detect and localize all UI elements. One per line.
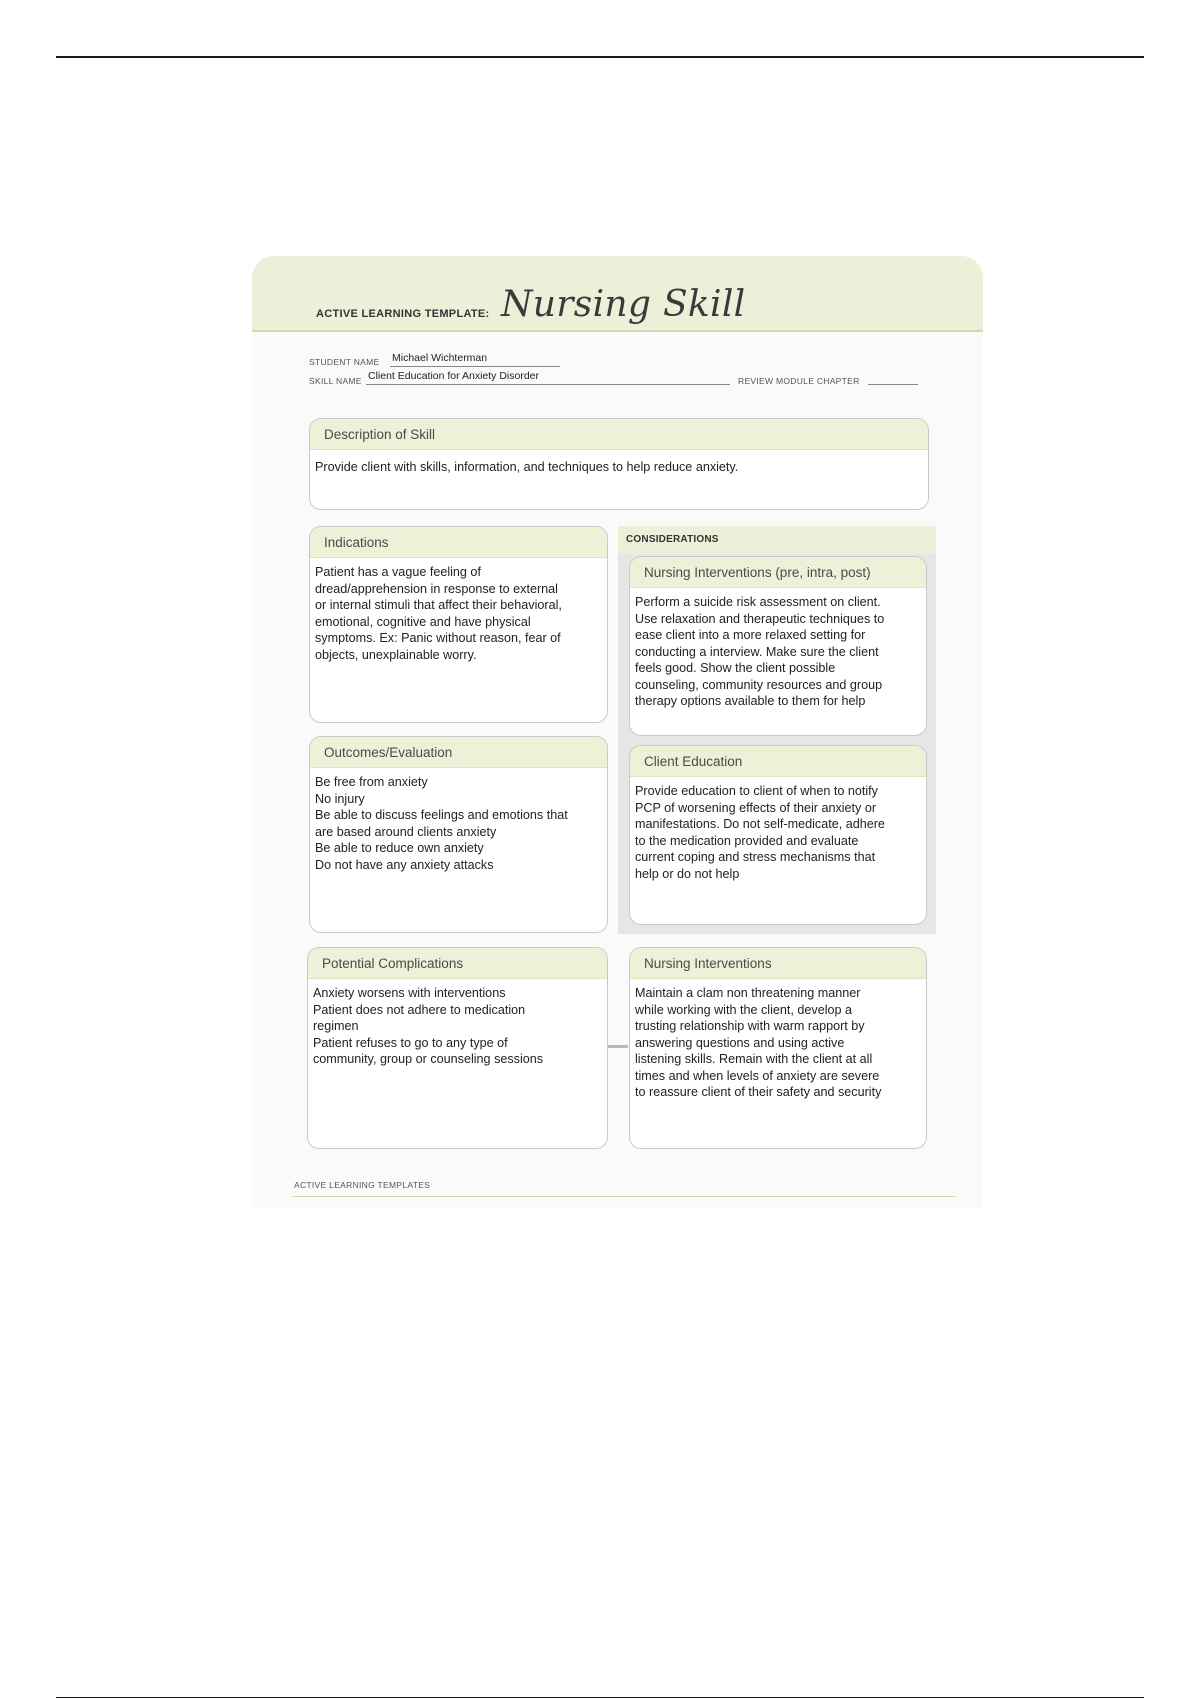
nursing-interventions-pre-intra-post-heading: Nursing Interventions (pre, intra, post) [630, 557, 926, 588]
indications-box [309, 526, 608, 723]
complications-line: Anxiety worsens with interventions [313, 986, 506, 1000]
complications-heading: Potential Complications [308, 948, 607, 979]
nursing-skill-template [252, 256, 983, 1209]
complications-box [307, 947, 608, 1149]
complications-line: Patient refuses to go to any type of [313, 1035, 508, 1050]
footer-rule [292, 1196, 956, 1197]
nursing-interventions-box [629, 947, 927, 1149]
complications-line: Patient does not adhere to medication [313, 1002, 526, 1017]
top-rule [56, 56, 1144, 58]
nursing-interventions-line: while working with the client, develop a [635, 1002, 853, 1017]
indications-line: or internal stimuli that affect their behavioral, [315, 598, 562, 612]
nursing-interventions-line: trusting relationship with warm rapport by [635, 1019, 865, 1033]
client-education-line: help or do not help [635, 866, 740, 881]
outcomes-line: Be able to discuss feelings and emotions that [315, 808, 568, 822]
indications-line: objects, unexplainable worry. [315, 647, 477, 662]
client-education-line: manifestations. Do not self-medicate, adhere [635, 817, 885, 831]
outcomes-line: Be able to reduce own anxiety [315, 841, 484, 855]
outcomes-heading: Outcomes/Evaluation [310, 737, 607, 768]
outcomes-line: Be free from anxiety [315, 775, 428, 789]
boxes-connector [606, 1045, 628, 1048]
footer-label: ACTIVE LEARNING TEMPLATES [294, 1180, 431, 1190]
template-header [252, 256, 983, 332]
bottom-rule [56, 1697, 1144, 1698]
indications-line: Patient has a vague feeling of [315, 565, 481, 579]
nursing-interventions-pip-line: ease client into a more relaxed setting for [635, 628, 866, 642]
client-education-heading: Client Education [630, 746, 926, 777]
description-text: Provide client with skills, information, and techniques to help reduce anxiety. [315, 460, 739, 474]
template-label: ACTIVE LEARNING TEMPLATE: [316, 308, 490, 320]
nursing-interventions-pip-line: Perform a suicide risk assessment on client. [635, 595, 881, 609]
nursing-interventions-pip-line: Use relaxation and therapeutic techniques to [635, 611, 885, 626]
nursing-interventions-heading: Nursing Interventions [630, 948, 926, 979]
complications-line: regimen [313, 1019, 359, 1033]
outcomes-line: Do not have any anxiety attacks [315, 857, 494, 872]
skill-name-label: SKILL NAME [309, 376, 362, 386]
skill-name-line [366, 384, 730, 385]
nursing-interventions-pip-line: therapy options available to them for help [635, 694, 866, 708]
outcomes-box [309, 736, 608, 933]
skill-name-value: Client Education for Anxiety Disorder [368, 370, 539, 382]
description-box [309, 418, 929, 510]
indications-line: dread/apprehension in response to external [315, 581, 558, 596]
nursing-interventions-pip-line: conducting a interview. Make sure the client [635, 644, 879, 659]
nursing-interventions-line: Maintain a clam non threatening manner [635, 986, 861, 1000]
client-education-line: to the medication provided and evaluate [635, 833, 859, 848]
considerations-label: CONSIDERATIONS [626, 534, 719, 545]
outcomes-line: are based around clients anxiety [315, 824, 497, 839]
nursing-interventions-line: to reassure client of their safety and security [635, 1085, 882, 1099]
indications-line: emotional, cognitive and have physical [315, 614, 531, 629]
outcomes-line: No injury [315, 791, 365, 806]
client-education-box [629, 745, 927, 925]
review-module-label: REVIEW MODULE CHAPTER [738, 376, 860, 386]
client-education-line: Provide education to client of when to notify [635, 784, 878, 798]
nursing-interventions-pip-line: counseling, community resources and group [635, 677, 883, 692]
considerations-header [618, 526, 936, 554]
indications-line: symptoms. Ex: Panic without reason, fear of [315, 631, 561, 645]
nursing-interventions-line: times and when levels of anxiety are severe [635, 1068, 880, 1083]
nursing-interventions-line: listening skills. Remain with the client at all [635, 1052, 873, 1066]
nursing-interventions-pip-line: feels good. Show the client possible [635, 661, 836, 675]
complications-line: community, group or counseling sessions [313, 1052, 544, 1066]
nursing-interventions-line: answering questions and using active [635, 1035, 845, 1050]
review-module-line [868, 384, 918, 385]
template-title: Nursing Skill [501, 284, 746, 325]
student-name-value: Michael Wichterman [392, 352, 488, 364]
student-name-line [390, 366, 560, 367]
client-education-line: PCP of worsening effects of their anxiety or [635, 800, 877, 815]
description-heading: Description of Skill [310, 419, 928, 450]
student-name-label: STUDENT NAME [309, 357, 380, 367]
indications-heading: Indications [310, 527, 607, 558]
client-education-line: current coping and stress mechanisms that [635, 850, 876, 864]
nursing-interventions-pre-intra-post-box [629, 556, 927, 736]
